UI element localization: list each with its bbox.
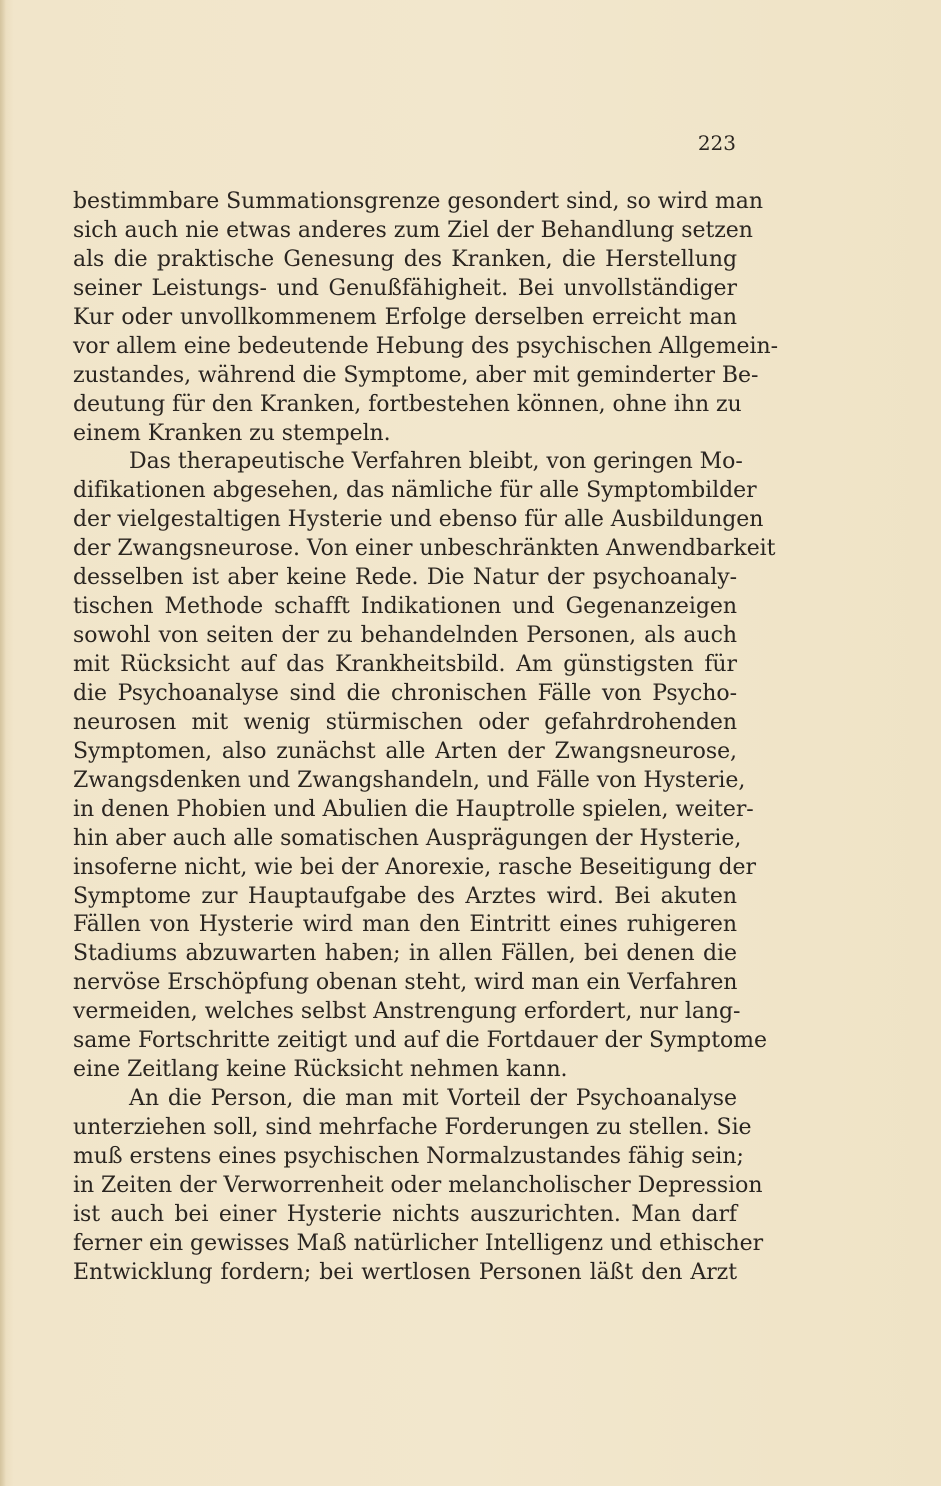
text-line: neurosen mit wenig stürmischen oder gefahrdrohenden — [73, 709, 737, 735]
text-line: der Zwangsneurose. Von einer unbeschränkten Anwendbarkeit — [73, 536, 776, 562]
text-line: eine Zeitlang keine Rücksicht nehmen kann. — [73, 1057, 568, 1083]
text-line: same Fortschritte zeitigt und auf die Fortdauer der Symptome — [73, 1028, 767, 1054]
text-line: mit Rücksicht auf das Krankheitsbild. Am günstigsten für — [73, 652, 737, 677]
text-line: nervöse Erschöpfung obenan steht, wird man ein Verfahren — [73, 970, 738, 996]
text-line: seiner Leistungs- und Genußfähigheit. Bei unvollständiger — [73, 275, 737, 301]
text-line: Entwicklung fordern; bei wertlosen Personen läßt den Arzt — [73, 1259, 737, 1285]
text-line: Das therapeutische Verfahren bleibt, von geringen Mo- — [129, 449, 743, 475]
text-line: als die praktische Genesung des Kranken, die Herstellung — [73, 246, 737, 272]
text-line: vor allem eine bedeutende Hebung des psychischen Allgemein- — [73, 333, 778, 359]
text-line: Zwangsdenken und Zwangshandeln, und Fälle von Hysterie, — [73, 767, 746, 793]
text-line: desselben ist aber keine Rede. Die Natur der psychoanaly- — [73, 565, 737, 591]
page-number: 223 — [697, 131, 736, 155]
text-line: unterziehen soll, sind mehrfache Forderungen zu stellen. Sie — [73, 1115, 752, 1140]
text-line: sich auch nie etwas anderes zum Ziel der Behandlung setzen — [73, 217, 753, 243]
page-binding-edge — [0, 0, 6, 1486]
text-line: sowohl von seiten der zu behandelnden Personen, als auch — [73, 623, 737, 649]
text-line: insoferne nicht, wie bei der Anorexie, rasche Beseitigung der — [73, 854, 756, 880]
text-line: ferner ein gewisses Maß natürlicher Intelligenz und ethischer — [73, 1230, 764, 1256]
text-line: ist auch bei einer Hysterie nichts auszurichten. Man darf — [73, 1201, 737, 1227]
text-line: Kur oder unvollkommenem Erfolge derselben erreicht man — [73, 304, 737, 330]
text-line: Stadiums abzuwarten haben; in allen Fällen, bei denen die — [73, 941, 737, 967]
body-text — [73, 188, 778, 1288]
text-line: in denen Phobien und Abulien die Hauptrolle spielen, weiter- — [73, 796, 754, 822]
text-line: muß erstens eines psychischen Normalzustandes fähig sein; — [73, 1143, 744, 1169]
text-line: einem Kranken zu stempeln. — [73, 420, 391, 446]
text-line: die Psychoanalyse sind die chronischen Fälle von Psycho- — [73, 680, 737, 706]
text-line: deutung für den Kranken, fortbestehen können, ohne ihn zu — [73, 391, 742, 417]
text-line: zustandes, während die Symptome, aber mit geminderter Be- — [73, 362, 759, 388]
text-line: bestimmbare Summationsgrenze gesondert sind, so wird man — [73, 189, 763, 214]
text-line: An die Person, die man mit Vorteil der Psychoanalyse — [129, 1086, 737, 1112]
text-line: difikationen abgesehen, das nämliche für alle Symptombilder — [73, 478, 757, 504]
text-line: Symptome zur Hauptaufgabe des Arztes wird. Bei akuten — [73, 883, 737, 909]
text-line: der vielgestaltigen Hysterie und ebenso für alle Ausbildungen — [73, 507, 764, 533]
text-line: vermeiden, welches selbst Anstrengung erfordert, nur lang- — [73, 999, 741, 1025]
text-line: in Zeiten der Verworrenheit oder melancholischer Depression — [73, 1172, 763, 1198]
text-line: Symptomen, also zunächst alle Arten der Zwangsneurose, — [73, 738, 737, 764]
text-line: hin aber auch alle somatischen Ausprägungen der Hysterie, — [73, 825, 742, 851]
text-line: tischen Methode schafft Indikationen und Gegenanzeigen — [73, 594, 737, 620]
text-line: Fällen von Hysterie wird man den Eintritt eines ruhigeren — [73, 912, 737, 938]
